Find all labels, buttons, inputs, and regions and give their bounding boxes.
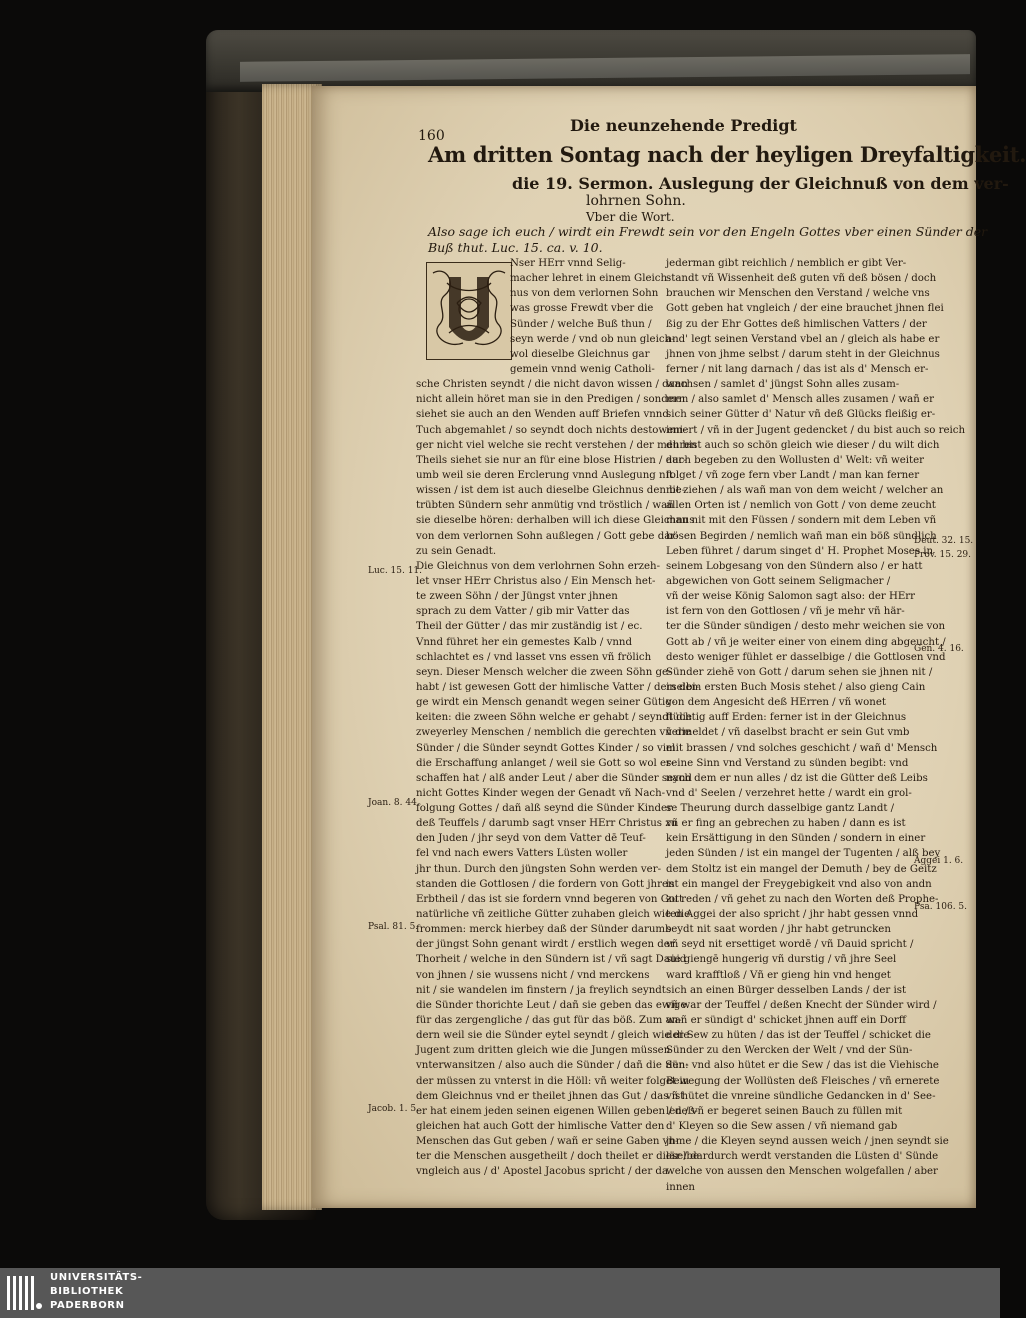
left-text-line: seyn. Dieser Mensch welcher die zween Söhn ge- bbox=[416, 666, 672, 678]
right-text-line: auch begeben zu den Wollusten d' Welt: vñ weiter bbox=[666, 454, 925, 466]
right-text-line: vñ hütet die vnreine sündliche Gedancken in d' See- bbox=[666, 1090, 936, 1102]
right-text-line: lär / dardurch werdt verstanden die Lüsten d' Sünde bbox=[666, 1151, 939, 1163]
left-text-line: vnterwansitzen / also auch die Sünder / dañ die Sün- bbox=[416, 1060, 689, 1072]
left-text-line: keiten: die zween Söhn welche er gehabt / seyndt die bbox=[416, 712, 692, 724]
right-text-line: jeden Sünden / ist ein mangel der Tugenten / alß bey bbox=[666, 848, 941, 860]
right-text-line: von dem Angesicht deß HErren / vñ wonet bbox=[666, 697, 886, 709]
right-text-line: ward krafftloß / Vñ er gieng hin vnd henget bbox=[666, 969, 891, 981]
library-name-line-1: UNIVERSITÄTS- bbox=[50, 1272, 143, 1283]
left-text-line: te zween Söhn / der Jüngst vnter jhnen bbox=[416, 591, 618, 603]
right-text-line: seinem Lobgesang von den Sündern also / er hatt bbox=[666, 560, 923, 572]
left-text-line: die Erschaffung anlanget / weil sie Gott so wol er- bbox=[416, 757, 675, 769]
left-text-line: nicht Gottes Kinder wegen der Genadt vñ Nach- bbox=[416, 787, 666, 799]
right-text-line: jederman gibt reichlich / nemblich er gibt Ver- bbox=[666, 258, 907, 269]
left-text-line: wissen / ist dem ist auch dieselbe Gleichnus den be- bbox=[416, 485, 686, 497]
margin-note-gen: Gen. 4. 16. bbox=[914, 644, 964, 654]
right-text-line: dem Stoltz ist ein mangel der Demuth / bey de Geitz bbox=[666, 863, 937, 875]
left-text-line: ger nicht viel welche sie recht verstehen / der mehren bbox=[416, 439, 697, 451]
left-text-line: für das zergengliche / das gut für das böß. Zum an- bbox=[416, 1015, 682, 1027]
left-text-line: Nser HErr vnnd Selig- bbox=[510, 258, 626, 269]
margin-note-psa: Psa. 106. 5. bbox=[914, 902, 968, 912]
sermon-subtitle-1: die 19. Sermon. Auslegung der Gleichnuß von dem ver- bbox=[512, 174, 1009, 193]
right-text-line: seydt nit saat worden / jhr habt getruncken bbox=[666, 924, 891, 936]
right-text-line: Bewegung der Wollüsten deß Fleisches / vñ ernerete bbox=[666, 1075, 940, 1087]
right-text-line: standt vñ Wissenheit deß guten vñ deß bösen / doch bbox=[666, 273, 937, 285]
margin-note-luc: Luc. 15. 11. bbox=[368, 566, 423, 576]
right-text-line: Sünder ziehē von Gott / darum sehen sie jhnen nit / bbox=[666, 666, 933, 678]
left-text-line: Erbtheil / das ist sie fordern vnnd begeren von Gott bbox=[416, 893, 684, 905]
left-text-line: sprach zu dem Vatter / gib mir Vatter das bbox=[416, 606, 630, 618]
left-text-line: gleichen hat auch Gott der himlische Vatter den bbox=[416, 1121, 665, 1133]
library-footer-bar bbox=[0, 1268, 1000, 1318]
left-text-line: er hat einem jeden seinen eigenen Willen geben / deß- bbox=[416, 1105, 698, 1117]
left-text-line: sche Christen seyndt / die nicht davon wissen / dann bbox=[416, 379, 688, 391]
left-text-line: seyn werde / vnd ob nun gleich- bbox=[510, 333, 675, 345]
right-text-line: seine Sinn vnd Verstand zu sünden begibt: vnd bbox=[666, 757, 909, 769]
right-text-line: vermeldet / vñ daselbst bracht er sein Gut vmb bbox=[666, 727, 910, 739]
left-text-line: umb weil sie deren Erclerung vnnd Auslegung nit bbox=[416, 469, 673, 481]
left-text-line: Vnnd führet her ein gemestes Kalb / vnnd bbox=[416, 636, 632, 648]
left-text-line: dern weil sie die Sünder eytel seyndt / gleich wie die bbox=[416, 1030, 690, 1042]
right-text-line: sich an einen Bürger desselben Lands / der ist bbox=[666, 984, 907, 996]
right-text-line: Gott ab / vñ je weiter einer von einem ding abgeucht / bbox=[666, 636, 946, 648]
sermon-title: Am dritten Sontag nach der heyligen Dreyfaltigkeit. bbox=[428, 142, 1026, 167]
right-text-line: innen bbox=[666, 1181, 695, 1193]
left-text-line: zweyerley Menschen / nemblich die gerechten vñ die bbox=[416, 727, 691, 739]
right-text-line: ferner / nit lang darnach / das ist als d' Mensch er- bbox=[666, 363, 929, 375]
right-text-line: desto weniger fühlet er dasselbige / die Gottlosen vnd bbox=[666, 651, 946, 663]
margin-note-joan: Joan. 8. 44. bbox=[368, 798, 420, 808]
right-text-line: allen Orten ist / nemlich von Gott / von deme zeucht bbox=[666, 500, 936, 512]
right-text-line: mit brassen / vnd solches geschicht / wañ d' Mensch bbox=[666, 742, 938, 754]
right-text-line: kein Ersättigung in den Sünden / sondern in einer bbox=[666, 833, 926, 845]
margin-note-psal: Psal. 81. 5. bbox=[368, 922, 419, 932]
right-text-line: ßig zu der Ehr Gottes deß himlischen Vatters / der bbox=[666, 318, 927, 330]
left-text-line: folgung Gottes / dañ alß seynd die Sünder Kinder bbox=[416, 803, 672, 815]
right-text-line: Sünder zu den Wercken der Welt / vnd der Sün- bbox=[666, 1045, 913, 1057]
right-text-line: abgewichen von Gott seinem Seligmacher / bbox=[666, 575, 891, 587]
left-text-line: Tuch abgemahlet / so seyndt doch nichts destoweni- bbox=[416, 424, 687, 436]
left-text-line: zu sein Genadt. bbox=[416, 545, 497, 557]
right-text-line: den: vnd also hütet er die Sew / das ist die Viehische bbox=[666, 1060, 939, 1072]
left-text-line: schaffen hat / alß ander Leut / aber die Sünder seynd bbox=[416, 772, 692, 784]
right-text-line: sich seiner Gütter d' Natur vñ deß Glücks fleißig er- bbox=[666, 409, 936, 421]
left-text-line: schlachtet es / vnd lasset vns essen vñ frölich bbox=[416, 651, 652, 663]
right-text-line: jhme / die Kleyen seynd aussen weich / jnen seyndt sie bbox=[666, 1136, 949, 1148]
right-text-line: man nit mit den Füssen / sondern mit dem Leben vñ bbox=[666, 515, 937, 527]
running-head: Die neunzehende Predigt bbox=[570, 116, 797, 135]
left-text-line: von jhnen / sie wussens nicht / vnd merckens bbox=[416, 969, 650, 981]
right-text-line: vnd d' Seelen / verzehret hette / wardt ein grol- bbox=[666, 787, 912, 799]
left-text-line: habt / ist gewesen Gott der himlische Vatter / derselbi- bbox=[416, 681, 700, 693]
right-text-line: bösen Begirden / nemlich wañ man ein böß sündlich bbox=[666, 530, 937, 542]
right-text-line: vñ er fing an gebrechen zu haben / dann es ist bbox=[666, 818, 906, 830]
right-text-line: ten Aggei der also spricht / jhr habt gessen vnnd bbox=[666, 909, 919, 921]
left-text-line: den Juden / jhr seyd von dem Vatter dē Teuf- bbox=[416, 833, 646, 845]
left-text-line: Sünder / welche Buß thun / bbox=[510, 318, 652, 330]
left-text-line: nit / sie wandelen im finstern / ja freylich seyndt bbox=[416, 984, 666, 996]
right-text-line: flüchtig auff Erden: ferner ist in der Gleichnus bbox=[666, 712, 907, 724]
margin-note-prov: Prov. 15. 29. bbox=[914, 550, 972, 560]
right-text-line: len / vñ er begeret seinen Bauch zu füllen mit bbox=[666, 1105, 903, 1117]
right-text-line: wachsen / samlet d' jüngst Sohn alles zusam- bbox=[666, 379, 900, 391]
left-text-line: sie dieselbe hören: derhalben will ich diese Gleichnus bbox=[416, 515, 695, 527]
left-text-line: der jüngst Sohn genant wirdt / erstlich wegen der bbox=[416, 939, 675, 951]
left-text-line: standen die Gottlosen / die fordern von Gott jhren bbox=[416, 878, 675, 890]
library-name-line-2: BIBLIOTHEK bbox=[50, 1286, 124, 1297]
sermon-subtitle-2: lohrnen Sohn. bbox=[586, 193, 686, 209]
right-text-line: ist fern von den Gottlosen / vñ je mehr vñ här- bbox=[666, 606, 905, 618]
left-text-line: nus von dem verlornen Sohn bbox=[510, 288, 659, 300]
left-text-line: jhr thun. Durch den jüngsten Sohn werden ver- bbox=[416, 863, 662, 875]
left-text-line: von dem verlornen Sohn außlegen / Gott gebe dar- bbox=[416, 530, 679, 542]
verse-line-1: Also sage ich euch / wirdt ein Frewdt sein vor den Engeln Gottes vber einen Sünder der bbox=[428, 224, 988, 239]
left-text-line: wol dieselbe Gleichnus gar bbox=[510, 348, 650, 360]
left-text-line: Menschen das Gut geben / wañ er seine Gaben vn- bbox=[416, 1136, 679, 1148]
left-text-line: macher lehret in einem Gleich- bbox=[510, 273, 671, 285]
right-text-line: and' legt seinen Verstand vbel an / gleich als habe er bbox=[666, 333, 940, 345]
right-text-line: Leben führet / darum singet d' H. Prophet Moses in bbox=[666, 545, 934, 557]
left-text-line: trübten Sündern sehr anmütig vnd tröstlich / wañ bbox=[416, 500, 674, 512]
right-text-line: men / also samlet d' Mensch alles zusamen / wañ er bbox=[666, 394, 934, 406]
margin-note-deut: Deut. 32. 15. bbox=[914, 536, 974, 546]
left-text-line: ge wirdt ein Mensch genandt wegen seiner Gütig- bbox=[416, 697, 676, 709]
left-text-line: Sünder / die Sünder seyndt Gottes Kinder / so viel bbox=[416, 742, 676, 754]
right-text-line: jhnen von jhme selbst / darum steht in der Gleichnus bbox=[666, 348, 940, 360]
left-text-line: Theil der Gütter / das mir zuständig ist / ec. bbox=[416, 621, 643, 633]
left-text-line: siehet sie auch an den Wenden auff Briefen vnnd bbox=[416, 409, 669, 421]
left-text-line: dem Gleichnus vnd er theilet jhnen das Gut / das ist bbox=[416, 1090, 685, 1102]
sermon-subtitle-3: Vber die Wort. bbox=[586, 210, 675, 224]
right-text-line: folget / vñ zoge fern vber Landt / man kan ferner bbox=[666, 469, 920, 481]
right-text-line: der Sew zu hüten / das ist der Teuffel / schicket die bbox=[666, 1030, 931, 1042]
right-text-line: in dem ersten Buch Mosis stehet / also gieng Cain bbox=[666, 681, 926, 693]
right-text-line: welche von aussen den Menschen wolgefallen / aber bbox=[666, 1166, 938, 1178]
left-text-line: fel vnd nach ewers Vatters Lüsten woller bbox=[416, 848, 628, 860]
right-text-line: vñ war der Teuffel / deßen Knecht der Sünder wird / bbox=[666, 999, 937, 1011]
right-text-line: sie giengē hungerig vñ durstig / vñ jhre Seel bbox=[666, 954, 897, 966]
right-text-line: du bist auch so schön gleich wie dieser / du wilt dich bbox=[666, 439, 940, 451]
library-name-line-3: PADERBORN bbox=[50, 1300, 125, 1311]
right-text-line: vñ der weise König Salomon sagt also: der HErr bbox=[666, 591, 916, 603]
left-text-line: vngleich aus / d' Apostel Jacobus spricht / der da bbox=[416, 1166, 669, 1178]
right-text-line: wañ er sündigt d' schicket jhnen auff ein Dorff bbox=[666, 1015, 906, 1027]
right-text-line: d' Kleyen so die Sew assen / vñ niemand gab bbox=[666, 1121, 898, 1133]
left-text-line: was grosse Frewdt vber die bbox=[510, 303, 654, 315]
right-text-line: ist ein mangel der Freygebigkeit vnd also von andn bbox=[666, 878, 932, 890]
left-text-line: nicht allein höret man sie in den Predigen / sondern bbox=[416, 394, 686, 406]
left-text-line: natürliche vñ zeitliche Gütter zuhaben gleich wie die bbox=[416, 909, 691, 921]
left-text-line: Theils siehet sie nur an für eine blose Histrien / dar- bbox=[416, 454, 687, 466]
right-text-line: se Theurung durch dasselbige gantz Landt / bbox=[666, 803, 895, 815]
right-text-line: ter die Sünder sündigen / desto mehr weichen sie von bbox=[666, 621, 946, 633]
left-text-line: die Sünder thorichte Leut / dañ sie geben das ewige bbox=[416, 999, 687, 1011]
margin-note-aggei: Aggei 1. 6. bbox=[914, 856, 964, 866]
left-text-line: let vnser HErr Christus also / Ein Mensch het- bbox=[416, 575, 656, 587]
margin-note-jacob: Jacob. 1. 5. bbox=[368, 1104, 419, 1114]
right-text-line: brauchen wir Menschen den Verstand / welche vns bbox=[666, 288, 930, 300]
left-text-line: Thorheit / welche in den Sündern ist / vñ sagt Dauid bbox=[416, 954, 687, 966]
library-logo-icon bbox=[6, 1272, 44, 1314]
left-text-line: Die Gleichnus von dem verlohrnen Sohn erzeh- bbox=[416, 560, 661, 572]
page-number: 160 bbox=[418, 128, 445, 144]
right-text-line: zu reden / vñ gehet zu nach den Worten deß Prophe- bbox=[666, 893, 939, 905]
left-text-line: der müssen zu vnterst in die Höll: vñ weiter folget in bbox=[416, 1075, 690, 1087]
right-text-line: nit ziehen / als wañ man von dem weicht / welcher an bbox=[666, 485, 944, 497]
left-text-line: frommen: merck hierbey daß der Sünder darumb bbox=[416, 924, 672, 936]
left-text-line: deß Teuffels / darumb sagt vnser HErr Christus zu bbox=[416, 818, 678, 830]
right-text-line: Gott geben hat vngleich / der eine brauchet jhnen flei bbox=[666, 303, 944, 315]
right-text-line: nach dem er nun alles / dz ist die Gütter deß Leibs bbox=[666, 772, 928, 784]
left-text-line: Jugent zum dritten gleich wie die Jungen müssen bbox=[416, 1045, 671, 1057]
right-text-line: vñ seyd nit ersettiget wordē / vñ Dauid spricht / bbox=[666, 939, 914, 951]
right-text-line: innert / vñ in der Jugent gedencket / du bist auch so reich bbox=[666, 424, 966, 436]
text-column-left bbox=[416, 256, 700, 1180]
left-text-line: ter die Menschen ausgetheilt / doch theilet er dieselbe bbox=[416, 1151, 699, 1163]
left-text-line: gemein vnnd wenig Catholi- bbox=[510, 363, 655, 375]
verse-line-2: Buß thut. Luc. 15. ca. v. 10. bbox=[428, 240, 603, 255]
